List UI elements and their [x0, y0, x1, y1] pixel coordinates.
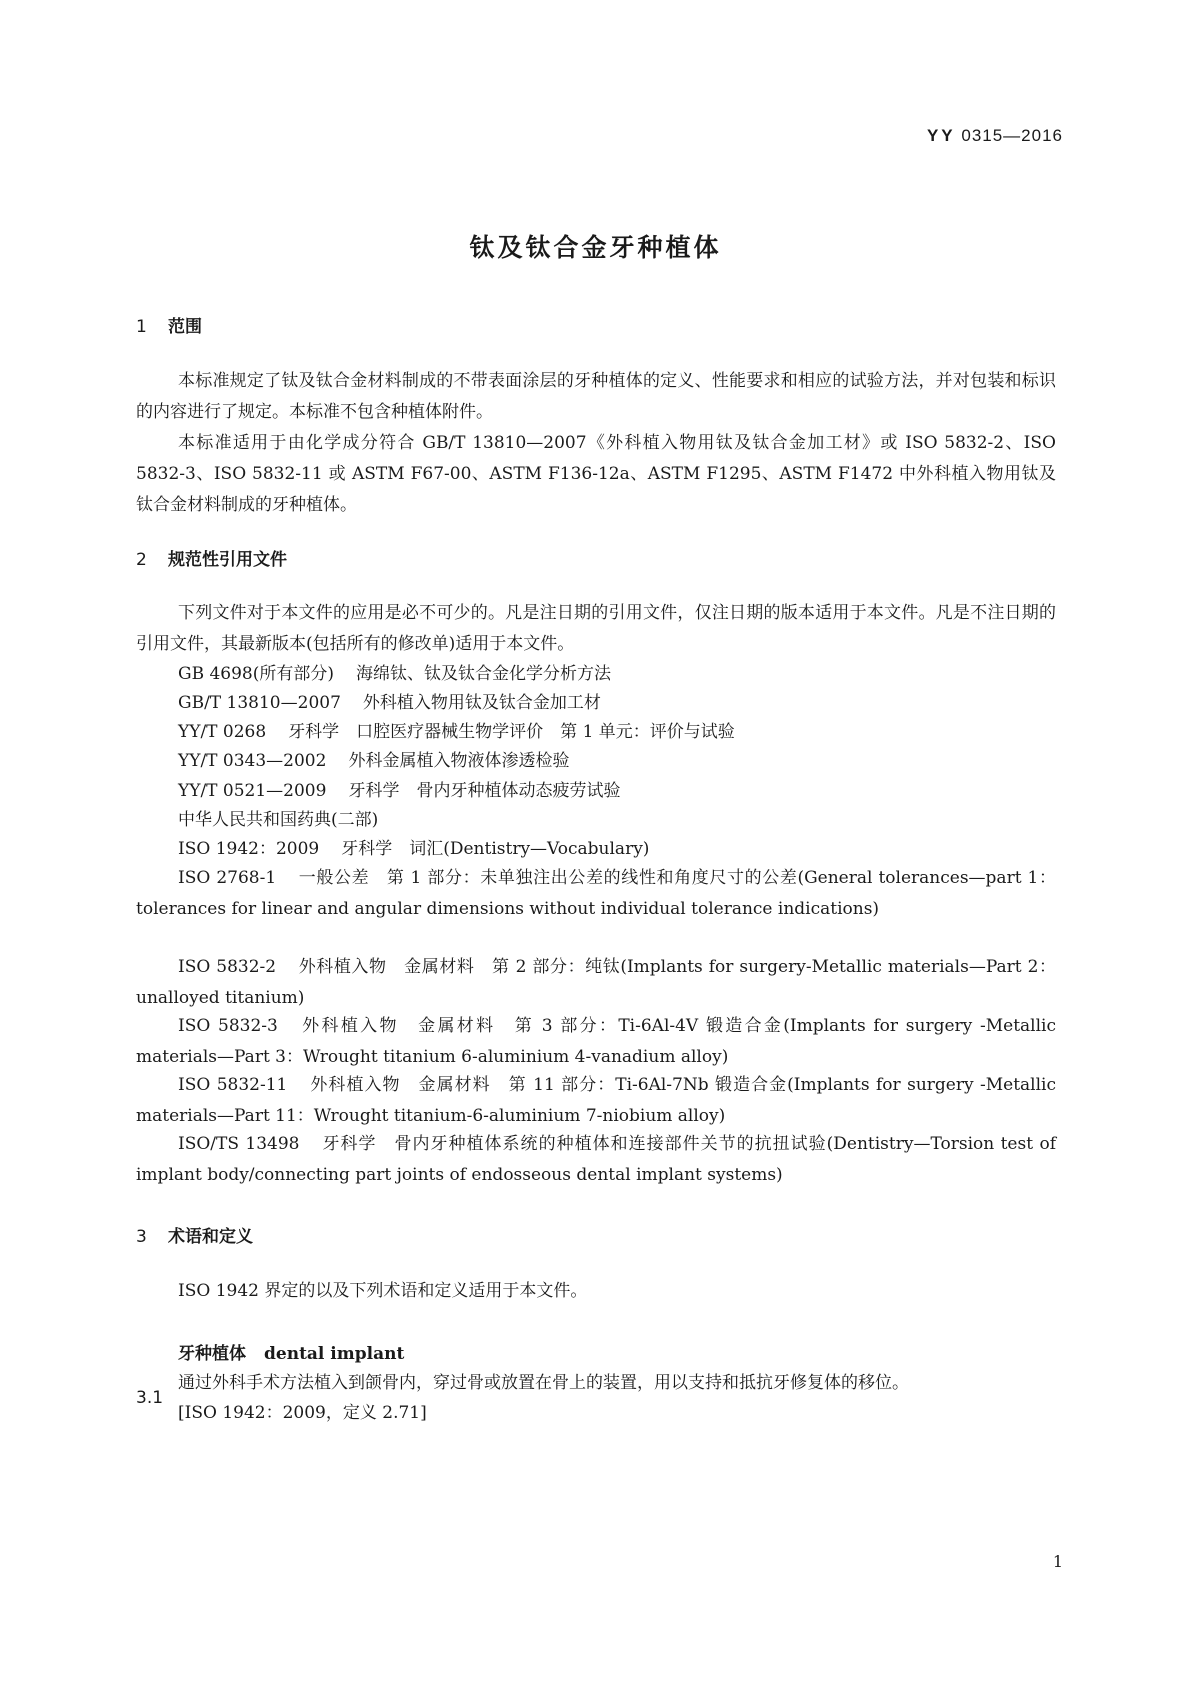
- reference-title: 外科植入物 金属材料 第 2 部分：纯钛(Implants for surgery-Metallic materials—Part 2：unalloyed titanium): [136, 957, 1056, 1008]
- reference-item: [136, 863, 1056, 925]
- term-name-cn: 牙种植体: [178, 1344, 246, 1364]
- normative-intro: 下列文件对于本文件的应用是必不可少的。凡是注日期的引用文件，仅注日期的版本适用于本文件。凡是不注日期的引用文件，其最新版本(包括所有的修改单)适用于本文件。: [136, 603, 1056, 654]
- section-number: 3: [136, 1227, 147, 1247]
- page-number: 1: [1052, 1552, 1063, 1571]
- terms-intro: ISO 1942 界定的以及下列术语和定义适用于本文件。: [178, 1281, 588, 1301]
- reference-title: 中华人民共和国药典(二部): [178, 810, 379, 830]
- term-number: 3.1: [136, 1388, 164, 1408]
- reference-item: [136, 1070, 1056, 1132]
- reference-title: 牙科学 骨内牙种植体系统的种植体和连接部件关节的抗扭试验(Dentistry—Torsion test of implant body/connecting part joints of endosseous dental implant systems): [136, 1134, 1056, 1185]
- standard-number: 0315—2016: [961, 126, 1063, 145]
- reference-code: ISO 5832-11: [178, 1075, 288, 1095]
- reference-title: 牙科学 骨内牙种植体动态疲劳试验: [348, 781, 621, 801]
- reference-title: 外科植入物 金属材料 第 11 部分：Ti-6Al-7Nb 锻造合金(Implants for surgery -Metallic materials—Part 11：Wrought titanium-6-aluminium 7-niobium alloy): [136, 1075, 1057, 1126]
- reference-code: YY/T 0268: [178, 722, 267, 742]
- reference-title: 海绵钛、钛及钛合金化学分析方法: [356, 664, 612, 684]
- term-definition: 通过外科手术方法植入到颌骨内，穿过骨或放置在骨上的装置，用以支持和抵抗牙修复体的移位。: [178, 1373, 909, 1393]
- standard-code: [927, 126, 1063, 146]
- scope-paragraph-1: 本标准规定了钛及钛合金材料制成的不带表面涂层的牙种植体的定义、性能要求和相应的试验方法，并对包装和标识的内容进行了规定。本标准不包含种植体附件。: [136, 371, 1056, 422]
- reference-code: YY/T 0521—2009: [178, 781, 327, 801]
- reference-title: 牙科学 口腔医疗器械生物学评价 第 1 单元：评价与试验: [288, 722, 735, 742]
- section-number: 2: [136, 550, 147, 570]
- reference-item: [178, 746, 1058, 777]
- reference-code: ISO/TS 13498: [178, 1134, 300, 1154]
- section-title: 规范性引用文件: [168, 550, 287, 570]
- section-heading-normative: [136, 545, 287, 570]
- reference-code: ISO 5832-3: [178, 1016, 278, 1036]
- section-number: 1: [136, 317, 147, 337]
- reference-title: 外科金属植入物液体渗透检验: [348, 751, 570, 771]
- reference-item: [136, 952, 1056, 1014]
- reference-code: GB 4698(所有部分): [178, 664, 335, 684]
- section-heading-terms: [136, 1222, 253, 1247]
- term-name-en: dental implant: [264, 1344, 405, 1364]
- section-heading-scope: [136, 312, 202, 337]
- reference-item: [136, 1129, 1056, 1191]
- reference-item: [178, 717, 1058, 748]
- section-title: 范围: [168, 317, 202, 337]
- reference-item: [178, 688, 1058, 719]
- reference-item: [178, 776, 1058, 807]
- scope-paragraph-2: 本标准适用于由化学成分符合 GB/T 13810—2007《外科植入物用钛及钛合金加工材》或 ISO 5832-2、ISO 5832-3、ISO 5832-11 或 ASTM F67-00、ASTM F136-12a、ASTM F1295、ASTM F1472 中外科植入物用钛及钛合金材料制成的牙种植体。: [136, 433, 1056, 515]
- reference-item: [178, 805, 1058, 836]
- reference-title: 牙科学 词汇(Dentistry—Vocabulary): [341, 839, 650, 859]
- reference-item: [136, 1011, 1056, 1073]
- reference-code: ISO 2768-1: [178, 868, 277, 888]
- reference-code: YY/T 0343—2002: [178, 751, 327, 771]
- reference-code: GB/T 13810—2007: [178, 693, 341, 713]
- document-title: 钛及钛合金牙种植体: [469, 233, 722, 262]
- section-title: 术语和定义: [168, 1227, 253, 1247]
- term-name: [178, 1339, 404, 1364]
- reference-title: 外科植入物 金属材料 第 3 部分：Ti-6Al-4V 锻造合金(Implants for surgery -Metallic materials—Part 3：Wrought titanium 6-aluminium 4-vanadium alloy): [136, 1016, 1056, 1067]
- reference-title: 一般公差 第 1 部分：未单独注出公差的线性和角度尺寸的公差(General tolerances—part 1：tolerances for linear and angular dimensions without individual tolerance indications): [136, 868, 1056, 919]
- reference-title: 外科植入物用钛及钛合金加工材: [362, 693, 601, 713]
- reference-code: ISO 5832-2: [178, 957, 277, 977]
- term-source: [ISO 1942：2009，定义 2.71]: [178, 1403, 427, 1423]
- reference-code: ISO 1942：2009: [178, 839, 320, 859]
- standard-prefix: YY: [926, 126, 956, 145]
- reference-item: [178, 659, 1058, 690]
- reference-item: [178, 834, 1058, 865]
